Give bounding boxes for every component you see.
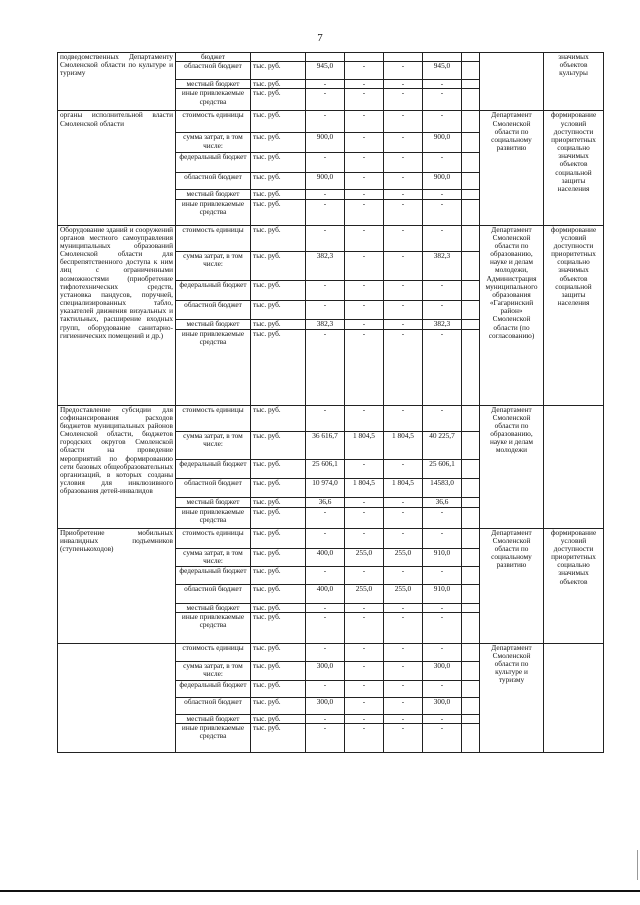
unit-cell: тыс. руб.: [251, 80, 306, 89]
value-cell: -: [423, 199, 462, 225]
funding-source-cell: местный бюджет: [176, 714, 251, 723]
value-cell: 910,0: [423, 548, 462, 566]
unit-cell: тыс. руб.: [251, 225, 306, 251]
funding-source-cell: иные привлекаемые средства: [176, 89, 251, 111]
value-cell: [306, 53, 345, 62]
value-cell: -: [384, 714, 423, 723]
value-cell: 255,0: [384, 584, 423, 603]
funding-source-cell: местный бюджет: [176, 80, 251, 89]
unit-cell: тыс. руб.: [251, 548, 306, 566]
blank-cell: [462, 225, 480, 251]
value-cell: -: [306, 643, 345, 661]
value-cell: -: [384, 507, 423, 528]
value-cell: -: [384, 62, 423, 80]
funding-source-cell: областной бюджет: [176, 478, 251, 497]
funding-source-cell: стоимость единицы: [176, 111, 251, 133]
result-cell: значимых объектов культуры: [544, 53, 604, 111]
unit-cell: тыс. руб.: [251, 584, 306, 603]
funding-source-cell: иные привлекаемые средства: [176, 329, 251, 405]
blank-cell: [462, 251, 480, 280]
executor-cell: Департамент Смоленской области по социальному развитию: [480, 528, 544, 643]
unit-cell: [251, 53, 306, 62]
value-cell: -: [345, 80, 384, 89]
value-cell: -: [423, 680, 462, 697]
value-cell: 400,0: [306, 584, 345, 603]
blank-cell: [462, 153, 480, 173]
blank-cell: [462, 62, 480, 80]
funding-source-cell: областной бюджет: [176, 62, 251, 80]
value-cell: -: [384, 300, 423, 319]
blank-cell: [462, 89, 480, 111]
blank-cell: [462, 329, 480, 405]
blank-cell: [462, 584, 480, 603]
value-cell: [384, 53, 423, 62]
value-cell: -: [345, 251, 384, 280]
unit-cell: тыс. руб.: [251, 329, 306, 405]
value-cell: 255,0: [384, 548, 423, 566]
value-cell: -: [345, 319, 384, 329]
value-cell: -: [345, 603, 384, 612]
value-cell: -: [345, 280, 384, 300]
unit-cell: тыс. руб.: [251, 723, 306, 752]
unit-cell: тыс. руб.: [251, 62, 306, 80]
program-table: [57, 52, 604, 753]
value-cell: -: [384, 723, 423, 752]
value-cell: -: [423, 507, 462, 528]
unit-cell: тыс. руб.: [251, 111, 306, 133]
funding-source-cell: иные привлекаемые средства: [176, 723, 251, 752]
value-cell: -: [345, 459, 384, 478]
value-cell: -: [345, 507, 384, 528]
value-cell: 40 225,7: [423, 431, 462, 459]
value-cell: -: [306, 603, 345, 612]
value-cell: -: [384, 643, 423, 661]
value-cell: -: [384, 697, 423, 714]
value-cell: -: [384, 225, 423, 251]
value-cell: -: [384, 173, 423, 190]
value-cell: -: [345, 723, 384, 752]
value-cell: -: [384, 319, 423, 329]
executor-cell: Департамент Смоленской области по культуре и туризму: [480, 643, 544, 752]
blank-cell: [462, 280, 480, 300]
blank-cell: [462, 680, 480, 697]
value-cell: -: [384, 190, 423, 199]
blank-cell: [462, 528, 480, 548]
unit-cell: тыс. руб.: [251, 714, 306, 723]
value-cell: -: [423, 111, 462, 133]
value-cell: -: [384, 280, 423, 300]
funding-source-cell: местный бюджет: [176, 190, 251, 199]
unit-cell: тыс. руб.: [251, 643, 306, 661]
funding-source-cell: бюджет: [176, 53, 251, 62]
funding-source-cell: сумма затрат, в том числе:: [176, 548, 251, 566]
blank-cell: [462, 566, 480, 584]
value-cell: -: [306, 199, 345, 225]
value-cell: -: [306, 566, 345, 584]
value-cell: -: [345, 225, 384, 251]
value-cell: -: [384, 251, 423, 280]
value-cell: -: [306, 723, 345, 752]
blank-cell: [462, 478, 480, 497]
value-cell: -: [345, 643, 384, 661]
value-cell: 1 804,5: [384, 478, 423, 497]
value-cell: 900,0: [306, 173, 345, 190]
funding-source-cell: иные привлекаемые средства: [176, 507, 251, 528]
unit-cell: тыс. руб.: [251, 199, 306, 225]
value-cell: -: [423, 280, 462, 300]
executor-cell: Департамент Смоленской области по социальному развитию: [480, 111, 544, 225]
unit-cell: тыс. руб.: [251, 680, 306, 697]
blank-cell: [462, 431, 480, 459]
value-cell: 300,0: [423, 697, 462, 714]
value-cell: -: [423, 603, 462, 612]
value-cell: -: [345, 566, 384, 584]
unit-cell: тыс. руб.: [251, 89, 306, 111]
blank-cell: [462, 603, 480, 612]
funding-source-cell: иные привлекаемые средства: [176, 199, 251, 225]
blank-cell: [462, 53, 480, 62]
unit-cell: тыс. руб.: [251, 431, 306, 459]
funding-source-cell: федеральный бюджет: [176, 280, 251, 300]
value-cell: -: [345, 405, 384, 431]
value-cell: 945,0: [423, 62, 462, 80]
activity-cell: Оборудование зданий и сооружений органов местного самоуправления муниципальных образований Смоленской области для беспрепятственного доступа к ним лиц с ограниченными возможностями (приобретение тифлотехнических средств, установка пандусов, поручней, специализированных табло, указателей движения визуальных и тактильных, расширение входных групп, оборудование санитарно-гигиенических помещений и др.): [58, 225, 176, 405]
value-cell: -: [345, 661, 384, 680]
value-cell: 1 804,5: [345, 431, 384, 459]
blank-cell: [462, 199, 480, 225]
funding-source-cell: стоимость единицы: [176, 405, 251, 431]
value-cell: -: [423, 723, 462, 752]
value-cell: 910,0: [423, 584, 462, 603]
funding-source-cell: федеральный бюджет: [176, 680, 251, 697]
value-cell: 1 804,5: [384, 431, 423, 459]
value-cell: -: [306, 280, 345, 300]
value-cell: -: [345, 680, 384, 697]
funding-source-cell: областной бюджет: [176, 697, 251, 714]
blank-cell: [462, 319, 480, 329]
value-cell: -: [306, 153, 345, 173]
blank-cell: [462, 173, 480, 190]
value-cell: -: [384, 566, 423, 584]
value-cell: 900,0: [306, 133, 345, 153]
table-row: [58, 53, 604, 62]
value-cell: 10 974,0: [306, 478, 345, 497]
value-cell: 300,0: [306, 697, 345, 714]
value-cell: -: [423, 80, 462, 89]
value-cell: -: [345, 697, 384, 714]
executor-cell: Департамент Смоленской области по образованию, науке и делам молодежи, Администрация муниципального образования «Гагаринский район» Смоленской области (по согласованию): [480, 225, 544, 405]
result-cell: формирование условий доступности приоритетных социально значимых объектов: [544, 528, 604, 643]
blank-cell: [462, 133, 480, 153]
value-cell: -: [423, 329, 462, 405]
unit-cell: тыс. руб.: [251, 319, 306, 329]
value-cell: 300,0: [423, 661, 462, 680]
funding-source-cell: сумма затрат, в том числе:: [176, 661, 251, 680]
executor-cell: [480, 53, 544, 111]
funding-source-cell: федеральный бюджет: [176, 459, 251, 478]
value-cell: -: [384, 199, 423, 225]
unit-cell: тыс. руб.: [251, 661, 306, 680]
blank-cell: [462, 300, 480, 319]
value-cell: -: [306, 111, 345, 133]
value-cell: -: [345, 497, 384, 507]
blank-cell: [462, 405, 480, 431]
scan-edge-mark: [637, 850, 638, 880]
funding-source-cell: стоимость единицы: [176, 528, 251, 548]
value-cell: -: [423, 643, 462, 661]
funding-source-cell: местный бюджет: [176, 319, 251, 329]
value-cell: -: [345, 300, 384, 319]
activity-cell: подведомственных Департаменту Смоленской области по культуре и туризму: [58, 53, 176, 111]
unit-cell: тыс. руб.: [251, 190, 306, 199]
value-cell: -: [306, 300, 345, 319]
value-cell: -: [306, 190, 345, 199]
value-cell: -: [384, 603, 423, 612]
value-cell: 382,3: [423, 251, 462, 280]
blank-cell: [462, 697, 480, 714]
value-cell: -: [306, 507, 345, 528]
value-cell: -: [384, 661, 423, 680]
value-cell: 36,6: [423, 497, 462, 507]
value-cell: -: [345, 173, 384, 190]
unit-cell: тыс. руб.: [251, 603, 306, 612]
value-cell: -: [423, 612, 462, 643]
result-cell: формирование условий доступности приоритетных социально значимых объектов социальной защиты населения: [544, 111, 604, 225]
value-cell: -: [345, 199, 384, 225]
unit-cell: тыс. руб.: [251, 251, 306, 280]
value-cell: [345, 53, 384, 62]
value-cell: -: [423, 300, 462, 319]
unit-cell: тыс. руб.: [251, 697, 306, 714]
value-cell: -: [423, 153, 462, 173]
value-cell: -: [306, 612, 345, 643]
page-number: 7: [317, 32, 323, 44]
blank-cell: [462, 190, 480, 199]
funding-source-cell: иные привлекаемые средства: [176, 612, 251, 643]
value-cell: 400,0: [306, 548, 345, 566]
unit-cell: тыс. руб.: [251, 612, 306, 643]
value-cell: 945,0: [306, 62, 345, 80]
blank-cell: [462, 111, 480, 133]
funding-source-cell: сумма затрат, в том числе:: [176, 431, 251, 459]
executor-cell: Департамент Смоленской области по образованию, науке и делам молодежи: [480, 405, 544, 528]
result-cell: [544, 643, 604, 752]
activity-cell: Предоставление субсидии для софинансирования расходов бюджетов муниципальных районов Смоленской области, бюджетов городских округов Смоленской области на проведение мероприятий по формированию сети базовых общеобразовательных организаций, в которых созданы условия для инклюзивного образования детей-инвалидов: [58, 405, 176, 528]
result-cell: формирование условий доступности приоритетных социально значимых объектов социальной защиты населения: [544, 225, 604, 405]
unit-cell: тыс. руб.: [251, 528, 306, 548]
blank-cell: [462, 643, 480, 661]
unit-cell: тыс. руб.: [251, 507, 306, 528]
value-cell: -: [345, 329, 384, 405]
value-cell: -: [384, 329, 423, 405]
bottom-rule: [0, 890, 640, 892]
unit-cell: тыс. руб.: [251, 405, 306, 431]
value-cell: -: [423, 89, 462, 111]
value-cell: 14583,0: [423, 478, 462, 497]
blank-cell: [462, 548, 480, 566]
funding-source-cell: стоимость единицы: [176, 643, 251, 661]
unit-cell: тыс. руб.: [251, 459, 306, 478]
blank-cell: [462, 80, 480, 89]
value-cell: 900,0: [423, 173, 462, 190]
value-cell: -: [384, 680, 423, 697]
funding-source-cell: областной бюджет: [176, 584, 251, 603]
value-cell: -: [423, 405, 462, 431]
value-cell: -: [345, 714, 384, 723]
table-row: [58, 405, 604, 431]
funding-source-cell: местный бюджет: [176, 497, 251, 507]
value-cell: -: [345, 528, 384, 548]
value-cell: -: [423, 225, 462, 251]
unit-cell: тыс. руб.: [251, 478, 306, 497]
value-cell: 255,0: [345, 584, 384, 603]
value-cell: -: [306, 80, 345, 89]
value-cell: 25 606,1: [423, 459, 462, 478]
funding-source-cell: местный бюджет: [176, 603, 251, 612]
value-cell: -: [423, 714, 462, 723]
value-cell: -: [345, 612, 384, 643]
value-cell: 36,6: [306, 497, 345, 507]
funding-source-cell: областной бюджет: [176, 173, 251, 190]
value-cell: -: [345, 133, 384, 153]
activity-cell: органы исполнительной власти Смоленской области: [58, 111, 176, 225]
funding-source-cell: сумма затрат, в том числе:: [176, 133, 251, 153]
funding-source-cell: стоимость единицы: [176, 225, 251, 251]
value-cell: -: [384, 497, 423, 507]
blank-cell: [462, 507, 480, 528]
blank-cell: [462, 723, 480, 752]
funding-source-cell: областной бюджет: [176, 300, 251, 319]
funding-source-cell: федеральный бюджет: [176, 566, 251, 584]
value-cell: 255,0: [345, 548, 384, 566]
value-cell: 382,3: [306, 251, 345, 280]
value-cell: -: [384, 528, 423, 548]
value-cell: -: [345, 89, 384, 111]
blank-cell: [462, 714, 480, 723]
blank-cell: [462, 497, 480, 507]
unit-cell: тыс. руб.: [251, 497, 306, 507]
value-cell: 1 804,5: [345, 478, 384, 497]
value-cell: -: [384, 89, 423, 111]
value-cell: -: [384, 133, 423, 153]
value-cell: -: [306, 528, 345, 548]
funding-source-cell: сумма затрат, в том числе:: [176, 251, 251, 280]
funding-source-cell: федеральный бюджет: [176, 153, 251, 173]
value-cell: -: [306, 714, 345, 723]
value-cell: 25 606,1: [306, 459, 345, 478]
value-cell: -: [306, 405, 345, 431]
value-cell: -: [384, 612, 423, 643]
value-cell: -: [345, 153, 384, 173]
value-cell: 300,0: [306, 661, 345, 680]
value-cell: [423, 53, 462, 62]
value-cell: -: [423, 528, 462, 548]
value-cell: 382,3: [306, 319, 345, 329]
table-row: [58, 643, 604, 661]
unit-cell: тыс. руб.: [251, 173, 306, 190]
value-cell: -: [306, 225, 345, 251]
value-cell: -: [423, 190, 462, 199]
value-cell: -: [384, 111, 423, 133]
value-cell: -: [345, 62, 384, 80]
value-cell: -: [306, 680, 345, 697]
value-cell: -: [384, 153, 423, 173]
table-row: [58, 225, 604, 251]
activity-cell: [58, 643, 176, 752]
unit-cell: тыс. руб.: [251, 566, 306, 584]
table-row: [58, 111, 604, 133]
value-cell: 36 616,7: [306, 431, 345, 459]
unit-cell: тыс. руб.: [251, 300, 306, 319]
unit-cell: тыс. руб.: [251, 133, 306, 153]
value-cell: 900,0: [423, 133, 462, 153]
value-cell: -: [306, 329, 345, 405]
unit-cell: тыс. руб.: [251, 153, 306, 173]
value-cell: -: [423, 566, 462, 584]
value-cell: -: [384, 459, 423, 478]
activity-cell: Приобретение мобильных инвалидных подъемников (ступенькоходов): [58, 528, 176, 643]
table-row: [58, 528, 604, 548]
blank-cell: [462, 661, 480, 680]
value-cell: -: [384, 405, 423, 431]
result-cell: [544, 405, 604, 528]
value-cell: -: [306, 89, 345, 111]
blank-cell: [462, 459, 480, 478]
unit-cell: тыс. руб.: [251, 280, 306, 300]
value-cell: -: [345, 111, 384, 133]
value-cell: -: [384, 80, 423, 89]
value-cell: -: [345, 190, 384, 199]
blank-cell: [462, 612, 480, 643]
value-cell: 382,3: [423, 319, 462, 329]
